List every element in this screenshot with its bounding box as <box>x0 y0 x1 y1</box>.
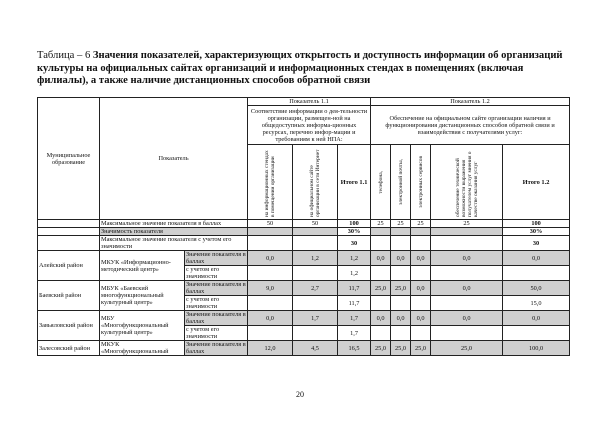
col-feedback: обеспечение технической возможности выражения получателем услуг мнения о качестве оказания услуг <box>454 151 479 217</box>
max-row: Максимальное значение показателя в баллах 50 50 100 25 25 25 25 100 <box>38 220 570 228</box>
col-total12: Итого 1.2 <box>503 145 570 220</box>
table-row-weighted: с учетом его значимости 11,7 15,0 <box>38 296 570 311</box>
table-row-weighted: с учетом его значимости 1,7 <box>38 326 570 341</box>
col-eservices: электронных сервисов <box>417 156 424 208</box>
table-row: Алейский район МКУК «Информационно-методический центр» Значение показателя в баллах 0,0 1,2 1,2 0,0 0,0 0,0 0,0 0,0 <box>38 251 570 266</box>
col-stands: на информационных стендах в помещении организации <box>264 150 277 217</box>
indicator-table <box>37 97 570 356</box>
p12-description: Обеспечение на официальном сайте организации наличия и функционирования дистанционных способов обратной связи и взаимодействия с получателями услуг: <box>371 106 570 145</box>
significance-row: Значимость показателя 30% 30% <box>38 228 570 236</box>
table-row: Баевский район МБУК «Баевский многофункциональный культурный центр» Значение показателя в баллах 9,0 2,7 11,7 25,0 25,0 0,0 0,0 50,0 <box>38 281 570 296</box>
p11-description: Соответствие информации о дея-тельности организации, размещен-ной на общедоступных информа-ционных ресурсах, перечню инфор-мации и требованиям к ней НПА: <box>248 106 371 145</box>
table-row: Залесовский район МКУК «Многофункциональный Значение показателя в баллах 12,0 4,5 16,5 25,0 25,0 25,0 25,0 100,0 <box>38 341 570 356</box>
col-email: электронной почты, <box>397 159 404 205</box>
col-total11: Итого 1.1 <box>338 145 371 220</box>
page-number: 20 <box>296 390 304 399</box>
max-weighted-row: Максимальное значение показателя с учетом его значимости 30 30 <box>38 236 570 251</box>
table-row: Завьяловский район МБУ «Многофункциональный культурный центр» Значение показателя в баллах 0,0 1,7 1,7 0,0 0,0 0,0 0,0 0,0 <box>38 311 570 326</box>
header-p11: Показатель 1.1 <box>248 98 371 106</box>
col-website: на официальном сайте организации в сети Интернет <box>309 149 322 217</box>
header-muni: Муниципальное образование <box>38 98 100 220</box>
header-indicator: Показатель <box>100 98 248 220</box>
table-row-weighted: с учетом его значимости 1,2 <box>38 266 570 281</box>
col-phone: телефона, <box>377 170 384 194</box>
header-p12: Показатель 1.2 <box>371 98 570 106</box>
table-caption: Таблица – 6 Значения показателей, характеризующих открытость и доступность информации об организаций культуры на официальных сайтах организаций и информационных стендах в помещениях (включая филиалы), а также наличие дистанционных способов обратной связи <box>37 50 563 86</box>
